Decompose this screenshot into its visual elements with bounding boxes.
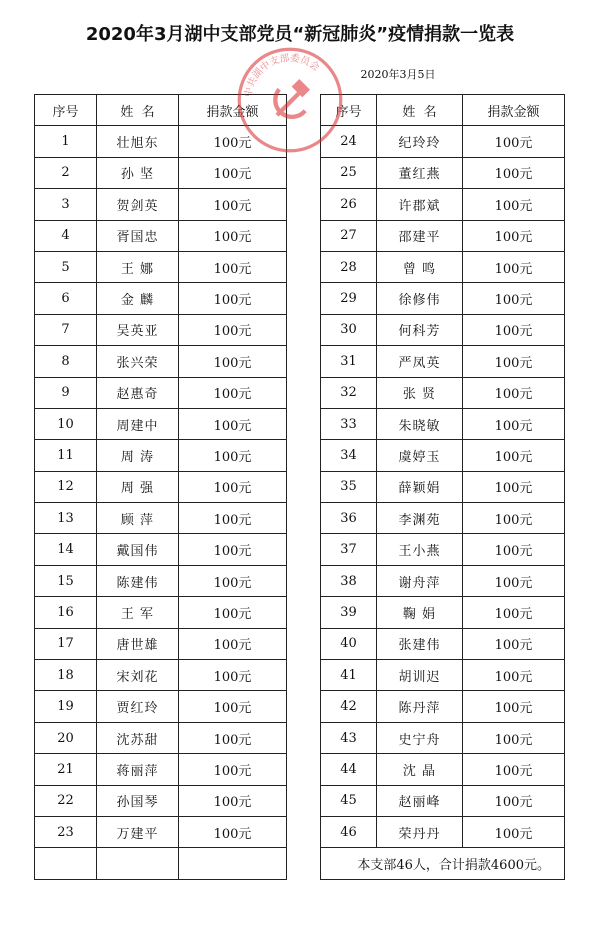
member-name: 薛颖娟 <box>377 471 463 502</box>
donation-amount: 100元 <box>179 785 287 816</box>
table-row <box>321 722 565 753</box>
donation-amount: 100元 <box>463 816 565 847</box>
donation-amount: 100元 <box>179 189 287 220</box>
row-number: 35 <box>321 471 377 502</box>
member-name: 王 娜 <box>97 251 179 282</box>
row-number: 6 <box>35 283 97 314</box>
table-row <box>321 283 565 314</box>
member-name: 壮旭东 <box>97 126 179 157</box>
member-name: 张 贤 <box>377 377 463 408</box>
table-row <box>35 534 287 565</box>
member-name: 胥国忠 <box>97 220 179 251</box>
table-header-row <box>321 95 565 126</box>
donation-amount: 100元 <box>179 754 287 785</box>
donation-amount: 100元 <box>179 251 287 282</box>
table-footer-row-left <box>35 848 287 879</box>
donation-table-right <box>320 94 565 880</box>
row-number: 17 <box>35 628 97 659</box>
member-name: 许郡斌 <box>377 189 463 220</box>
row-number: 37 <box>321 534 377 565</box>
header-name: 姓 名 <box>97 95 179 126</box>
donation-amount: 100元 <box>463 471 565 502</box>
right-table-body <box>321 126 565 848</box>
table-row <box>321 346 565 377</box>
row-number: 26 <box>321 189 377 220</box>
donation-amount: 100元 <box>179 283 287 314</box>
table-row <box>321 503 565 534</box>
donation-amount: 100元 <box>463 314 565 345</box>
member-name: 曾 鸣 <box>377 251 463 282</box>
member-name: 戴国伟 <box>97 534 179 565</box>
donation-amount: 100元 <box>463 503 565 534</box>
row-number: 24 <box>321 126 377 157</box>
table-row <box>321 816 565 847</box>
table-row <box>321 660 565 691</box>
row-number: 41 <box>321 660 377 691</box>
table-row <box>35 660 287 691</box>
member-name: 赵惠奇 <box>97 377 179 408</box>
table-row <box>35 346 287 377</box>
donation-table-left <box>34 94 287 880</box>
table-row <box>321 440 565 471</box>
table-row <box>35 314 287 345</box>
donation-amount: 100元 <box>179 534 287 565</box>
table-row <box>321 220 565 251</box>
row-number: 42 <box>321 691 377 722</box>
row-number: 29 <box>321 283 377 314</box>
empty-cell <box>35 848 97 879</box>
empty-cell <box>97 848 179 879</box>
row-number: 34 <box>321 440 377 471</box>
member-name: 周 涛 <box>97 440 179 471</box>
donation-amount: 100元 <box>463 220 565 251</box>
donation-amount: 100元 <box>463 440 565 471</box>
table-row <box>321 628 565 659</box>
member-name: 贺剑英 <box>97 189 179 220</box>
header-amount: 捐款金额 <box>463 95 565 126</box>
table-row <box>35 597 287 628</box>
table-row <box>321 314 565 345</box>
donation-amount: 100元 <box>179 220 287 251</box>
table-row <box>321 754 565 785</box>
member-name: 唐世雄 <box>97 628 179 659</box>
row-number: 4 <box>35 220 97 251</box>
table-row <box>321 251 565 282</box>
row-number: 16 <box>35 597 97 628</box>
table-row <box>321 408 565 439</box>
donation-amount: 100元 <box>179 471 287 502</box>
table-row <box>321 126 565 157</box>
row-number: 40 <box>321 628 377 659</box>
row-number: 15 <box>35 565 97 596</box>
row-number: 10 <box>35 408 97 439</box>
donation-amount: 100元 <box>179 440 287 471</box>
table-row <box>321 785 565 816</box>
table-row <box>35 722 287 753</box>
row-number: 2 <box>35 157 97 188</box>
donation-amount: 100元 <box>463 597 565 628</box>
member-name: 王 军 <box>97 597 179 628</box>
table-row <box>35 408 287 439</box>
member-name: 孙国琴 <box>97 785 179 816</box>
row-number: 44 <box>321 754 377 785</box>
member-name: 金 麟 <box>97 283 179 314</box>
row-number: 31 <box>321 346 377 377</box>
row-number: 11 <box>35 440 97 471</box>
svg-text:中共湖中支部委员会 <box>241 51 323 98</box>
member-name: 朱晓敏 <box>377 408 463 439</box>
donation-amount: 100元 <box>463 691 565 722</box>
table-row <box>35 377 287 408</box>
donation-amount: 100元 <box>179 722 287 753</box>
member-name: 何科芳 <box>377 314 463 345</box>
donation-amount: 100元 <box>463 189 565 220</box>
row-number: 27 <box>321 220 377 251</box>
donation-amount: 100元 <box>179 565 287 596</box>
donation-amount: 100元 <box>179 660 287 691</box>
table-row <box>35 157 287 188</box>
donation-amount: 100元 <box>463 346 565 377</box>
member-name: 蒋丽萍 <box>97 754 179 785</box>
row-number: 28 <box>321 251 377 282</box>
table-row <box>35 565 287 596</box>
donation-amount: 100元 <box>463 722 565 753</box>
row-number: 25 <box>321 157 377 188</box>
table-header-row <box>35 95 287 126</box>
donation-amount: 100元 <box>179 314 287 345</box>
member-name: 沈苏甜 <box>97 722 179 753</box>
donation-amount: 100元 <box>179 126 287 157</box>
table-row <box>35 628 287 659</box>
member-name: 史宁舟 <box>377 722 463 753</box>
table-summary-row <box>321 848 565 879</box>
donation-amount: 100元 <box>179 816 287 847</box>
donation-amount: 100元 <box>463 754 565 785</box>
donation-amount: 100元 <box>463 534 565 565</box>
member-name: 李渊苑 <box>377 503 463 534</box>
donation-amount: 100元 <box>179 346 287 377</box>
member-name: 张建伟 <box>377 628 463 659</box>
row-number: 12 <box>35 471 97 502</box>
donation-amount: 100元 <box>179 408 287 439</box>
row-number: 32 <box>321 377 377 408</box>
member-name: 沈 晶 <box>377 754 463 785</box>
donation-amount: 100元 <box>463 628 565 659</box>
header-amount: 捐款金额 <box>179 95 287 126</box>
member-name: 徐修伟 <box>377 283 463 314</box>
row-number: 38 <box>321 565 377 596</box>
donation-amount: 100元 <box>179 628 287 659</box>
row-number: 21 <box>35 754 97 785</box>
empty-cell <box>179 848 287 879</box>
member-name: 纪玲玲 <box>377 126 463 157</box>
row-number: 33 <box>321 408 377 439</box>
row-number: 39 <box>321 597 377 628</box>
table-row <box>35 754 287 785</box>
donation-amount: 100元 <box>463 157 565 188</box>
member-name: 万建平 <box>97 816 179 847</box>
donation-amount: 100元 <box>179 691 287 722</box>
member-name: 陈丹萍 <box>377 691 463 722</box>
row-number: 5 <box>35 251 97 282</box>
left-table-body <box>35 126 287 848</box>
donation-amount: 100元 <box>179 597 287 628</box>
donation-amount: 100元 <box>463 408 565 439</box>
table-row <box>35 471 287 502</box>
row-number: 23 <box>35 816 97 847</box>
table-row <box>321 189 565 220</box>
donation-amount: 100元 <box>179 503 287 534</box>
member-name: 虞婷玉 <box>377 440 463 471</box>
header-name: 姓 名 <box>377 95 463 126</box>
member-name: 吴英亚 <box>97 314 179 345</box>
donation-amount: 100元 <box>463 565 565 596</box>
member-name: 荣丹丹 <box>377 816 463 847</box>
member-name: 孙 坚 <box>97 157 179 188</box>
row-number: 45 <box>321 785 377 816</box>
row-number: 20 <box>35 722 97 753</box>
member-name: 严凤英 <box>377 346 463 377</box>
row-number: 46 <box>321 816 377 847</box>
row-number: 18 <box>35 660 97 691</box>
row-number: 9 <box>35 377 97 408</box>
stamp-text: 中共湖中支部委员会 <box>243 52 322 99</box>
row-number: 8 <box>35 346 97 377</box>
row-number: 19 <box>35 691 97 722</box>
member-name: 顾 萍 <box>97 503 179 534</box>
donation-amount: 100元 <box>463 785 565 816</box>
donation-amount: 100元 <box>463 283 565 314</box>
donation-amount: 100元 <box>463 377 565 408</box>
summary-text: 本支部46人，合计捐款4600元。 <box>321 848 565 879</box>
row-number: 30 <box>321 314 377 345</box>
member-name: 周建中 <box>97 408 179 439</box>
table-row <box>321 471 565 502</box>
donation-amount: 100元 <box>179 377 287 408</box>
row-number: 36 <box>321 503 377 534</box>
table-row <box>321 565 565 596</box>
member-name: 宋刘花 <box>97 660 179 691</box>
table-row <box>321 534 565 565</box>
donation-amount: 100元 <box>463 251 565 282</box>
table-row <box>35 785 287 816</box>
member-name: 谢舟萍 <box>377 565 463 596</box>
member-name: 张兴荣 <box>97 346 179 377</box>
member-name: 董红燕 <box>377 157 463 188</box>
row-number: 7 <box>35 314 97 345</box>
member-name: 胡训迟 <box>377 660 463 691</box>
table-row <box>321 691 565 722</box>
table-row <box>35 189 287 220</box>
donation-amount: 100元 <box>179 157 287 188</box>
table-row <box>35 126 287 157</box>
row-number: 43 <box>321 722 377 753</box>
member-name: 邵建平 <box>377 220 463 251</box>
table-row <box>35 691 287 722</box>
donation-amount: 100元 <box>463 126 565 157</box>
row-number: 1 <box>35 126 97 157</box>
table-row <box>35 816 287 847</box>
member-name: 周 强 <box>97 471 179 502</box>
row-number: 3 <box>35 189 97 220</box>
table-row <box>35 503 287 534</box>
table-row <box>35 283 287 314</box>
row-number: 14 <box>35 534 97 565</box>
table-row <box>35 440 287 471</box>
member-name: 贾红玲 <box>97 691 179 722</box>
table-row <box>321 597 565 628</box>
row-number: 22 <box>35 785 97 816</box>
header-no: 序号 <box>35 95 97 126</box>
document-title: 2020年3月湖中支部党员“新冠肺炎”疫情捐款一览表 <box>85 24 515 45</box>
member-name: 鞠 娟 <box>377 597 463 628</box>
table-row <box>321 157 565 188</box>
table-row <box>321 377 565 408</box>
member-name: 赵丽峰 <box>377 785 463 816</box>
donation-amount: 100元 <box>463 660 565 691</box>
member-name: 陈建伟 <box>97 565 179 596</box>
table-row <box>35 220 287 251</box>
member-name: 王小燕 <box>377 534 463 565</box>
document-date: 2020年3月5日 <box>360 68 436 81</box>
table-row <box>35 251 287 282</box>
header-no: 序号 <box>321 95 377 126</box>
row-number: 13 <box>35 503 97 534</box>
